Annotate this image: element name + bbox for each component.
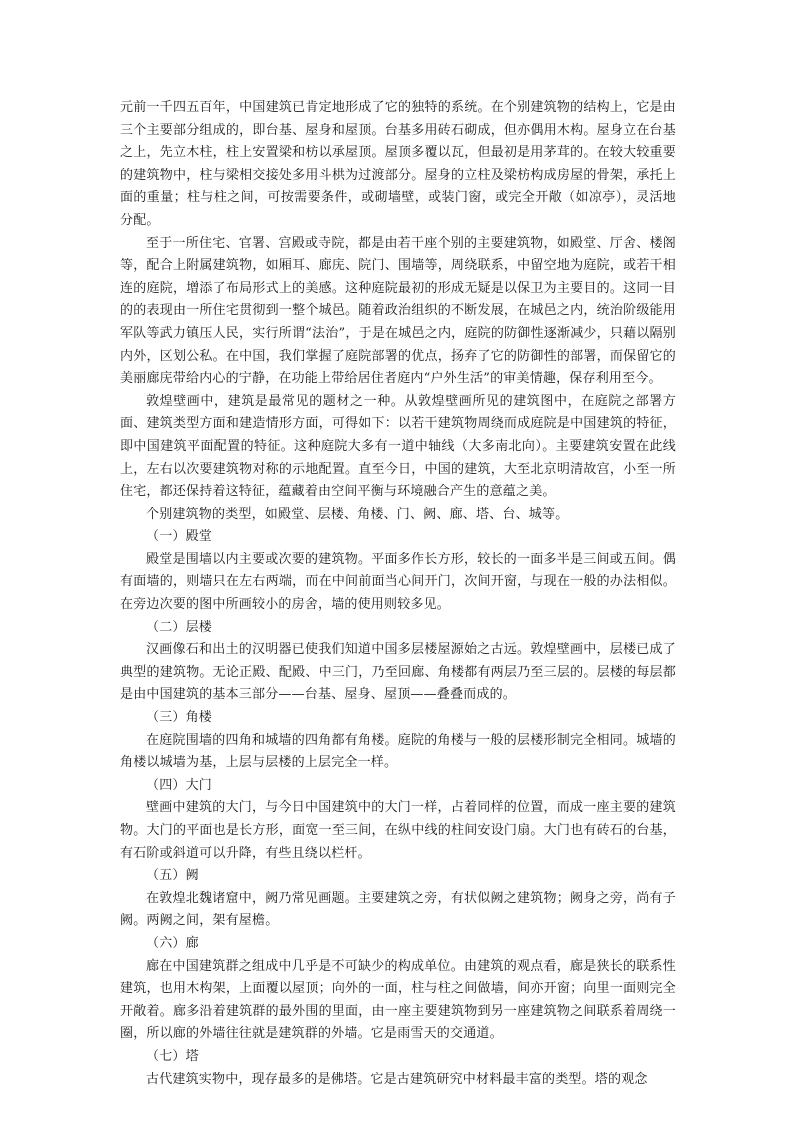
section-heading-corner-tower: （三）角楼 [146, 710, 213, 726]
paragraph-pagoda: 古代建筑实物中，现存最多的是佛塔。它是古建筑研究中材料最丰富的类型。塔的观念 [146, 1071, 648, 1087]
section-heading-que: （五）阙 [146, 868, 199, 884]
section-heading-tower: （二）层楼 [146, 619, 213, 635]
paragraph-que: 在敦煌北魏诸窟中，阙乃常见画题。主要建筑之旁，有状似阙之建筑物；阙身之旁，尚有子阙。两阙之间，架有屋檐。 [120, 890, 676, 929]
section-heading-corridor: （六）廊 [146, 935, 199, 951]
paragraph-corridor: 廊在中国建筑群之组成中几乎是不可缺少的构成单位。由建筑的观点看，廊是狭长的联系性建筑，也用木构架，上面覆以屋顶；向外的一面，柱与柱之间做墙，间亦开窗；向里一面则完全开敞着。廊多沿着建筑群的最外围的里面，由一座主要建筑物到另一座建筑物之间联系着周绕一圈，所以廊的外墙往往就是建筑群的外墙。它是雨雪天的交通道。 [120, 958, 676, 1042]
section-heading-pagoda: （七）塔 [146, 1048, 199, 1064]
paragraph-hall: 殿堂是围墙以内主要或次要的建筑物。平面多作长方形，较长的一面多半是三间或五间。偶有面墙的，则墙只在左右两端，而在中间前面当心间开门，次间开窗，与现在一般的办法相似。在旁边次要的图中所画较小的房舍，墙的使用则较多见。 [120, 551, 676, 613]
document-page [120, 97, 676, 1091]
section-heading-hall: （一）殿堂 [146, 529, 213, 545]
paragraph-gate: 壁画中建筑的大门，与今日中国建筑中的大门一样，占着同样的位置，而成一座主要的建筑物。大门的平面也是长方形，面宽一至三间，在纵中线的柱间安设门扇。大门也有砖石的台基，有石阶或斜道可以升降，有些且绕以栏杆。 [120, 800, 676, 861]
section-heading-gate: （四）大门 [146, 777, 213, 793]
paragraph-dunhuang: 敦煌壁画中，建筑是最常见的题材之一种。从敦煌壁画所见的建筑图中，在庭院之部署方面、建筑类型方面和建造情形方面，可得如下：以若干建筑物周绕而成庭院是中国建筑的特征，即中国建筑平面配置的特征。这种庭院大多有一道中轴线（大多南北向）。主要建筑安置在此线上，左右以次要建筑物对称的示地配置。直至今日，中国的建筑，大至北京明清故宫，小至一所住宅，都还保持着这特征，蕴藏着由空间平衡与环境融合产生的意蕴之美。 [120, 393, 676, 500]
paragraph-courtyard: 至于一所住宅、官署、宫殿或寺院，都是由若干座个别的主要建筑物，如殿堂、厅舍、楼阁等，配合上附属建筑物，如厢耳、廊庑、院门、围墙等，周绕联系，中留空地为庭院，或若干相连的庭院，增添了布局形式上的美感。这种庭院最初的形成无疑是以保卫为主要目的。这同一目的的表现由一所住宅贯彻到一整个城邑。随着政治组织的不断发展，在城邑之内，统治阶级能用军队等武力镇压人民，实行所谓“法治”，于是在城邑之内，庭院的防御性逐渐减少，只藉以隔别内外，区划公私。在中国，我们掌握了庭院部署的优点，扬弃了它的防御性的部署，而保留它的美丽廊庑带给内心的宁静，在功能上带给居住者庭内“户外生活”的审美情趣，保存利用至今。 [120, 235, 676, 387]
paragraph-tower: 汉画像石和出土的汉明器已使我们知道中国多层楼屋源始之古远。敦煌壁画中，层楼已成了典型的建筑物。无论正殿、配殿、中三门，乃至回廊、角楼都有两层乃至三层的。层楼的每层都是由中国建筑的基本三部分——台基、屋身、屋顶——叠叠而成的。 [120, 642, 676, 703]
paragraph-corner-tower: 在庭院围墙的四角和城墙的四角都有角楼。庭院的角楼与一般的层楼形制完全相同。城墙的角楼以城墙为基，上层与层楼的上层完全一样。 [120, 732, 676, 771]
paragraph-types: 个别建筑物的类型，如殿堂、层楼、角楼、门、阙、廊、塔、台、城等。 [146, 506, 569, 522]
paragraph-intro: 元前一千四五百年，中国建筑已肯定地形成了它的独特的系统。在个别建筑物的结构上，它是由三个主要部分组成的，即台基、屋身和屋顶。台基多用砖石砌成，但亦偶用木构。屋身立在台基之上，先立木柱，柱上安置梁和枋以承屋顶。屋顶多覆以瓦，但最初是用茅茸的。在较大较重要的建筑物中，柱与梁相交接处多用斗栱为过渡部分。屋身的立柱及梁枋构成房屋的骨架，承托上面的重量；柱与柱之间，可按需要条件，或砌墙壁，或装门窗，或完全开敞（如凉亭），灵活地分配。 [120, 100, 676, 228]
